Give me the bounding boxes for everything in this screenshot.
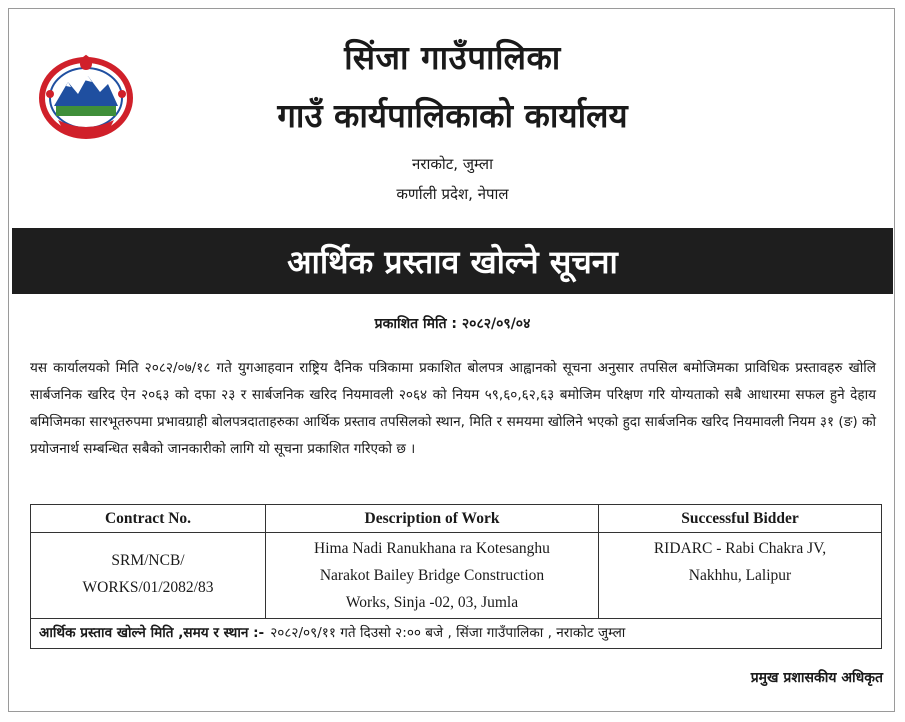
opening-label: आर्थिक प्रस्ताव खोल्ने मिति ,समय र स्थान :-: [39, 625, 265, 641]
table-row: [31, 533, 882, 619]
opening-details: [30, 615, 882, 649]
bidder-line: Nakhhu, Lalipur: [688, 567, 792, 584]
description-line: Narakot Bailey Bridge Construction: [319, 567, 545, 584]
signature-title: प्रमुख प्रशासकीय अधिकृत: [750, 670, 883, 686]
cell-bidder: [599, 533, 882, 619]
org-name: सिंजा गाउँपालिका: [344, 38, 561, 77]
header-description: Description of Work: [266, 505, 599, 533]
contract-no-line: WORKS/01/2082/83: [82, 579, 214, 596]
header-successful-bidder: Successful Bidder: [599, 505, 882, 533]
bidder-line: RIDARC - Rabi Chakra JV,: [653, 540, 827, 557]
description-line: Hima Nadi Ranukhana ra Kotesanghu: [314, 540, 550, 557]
office-name: गाउँ कार्यपालिकाको कार्यालय: [277, 96, 628, 135]
opening-value: २०८२/०९/११ गते दिउसो २:०० बजे , सिंजा गाउँपालिका , नराकोट जुम्ला: [270, 625, 626, 641]
cell-contract-no: [31, 533, 266, 619]
cell-description: [266, 533, 599, 619]
notice-title-banner: [12, 228, 893, 294]
address-line-1: नराकोट, जुम्ला: [412, 155, 493, 173]
description-line: Works, Sinja -02, 03, Jumla: [345, 594, 519, 611]
published-date: प्रकाशित मिति : २०८२/०९/०४: [374, 316, 531, 332]
contract-no-line: SRM/NCB/: [111, 552, 185, 569]
contracts-table: [30, 504, 882, 619]
table-header-row: [31, 505, 882, 533]
address-line-2: कर्णाली प्रदेश, नेपाल: [396, 185, 509, 203]
notice-title: आर्थिक प्रस्ताव खोल्ने सूचना: [287, 242, 618, 281]
header-contract-no: Contract No.: [31, 505, 266, 533]
notice-body: यस कार्यालयको मिति २०८२/०७/१८ गते युगआहवान राष्ट्रिय दैनिक पत्रिकामा प्रकाशित बोलपत्र आह्वानको सूचना अनुसार तपसिल बमोजिमका प्राविधिक प्रस्तावहरु खोलि सार्बजनिक खरिद ऐन २०६३ को दफा २३ र सार्बजनिक खरिद नियमावली २०६४ को नियम ५९,६०,६२,६३ बमोजिम परिक्षण गरि योग्यताको सबै आधारमा सफल हुने देहाय बमिजिमका सारभूतरुपमा प्रभावग्राही बोलपत्रदाताहरुका आर्थिक प्रस्ताव तपसिलको स्थान, मिति र समयमा खोलिने भएको हुदा सार्बजनिक खरिद नियमावली नियम ३१ (ङ) को प्रयोजनार्थ सम्बन्धित सबैको जानकारीको लागि यो सूचना प्रकाशित गरिएको छ ।: [30, 360, 876, 457]
